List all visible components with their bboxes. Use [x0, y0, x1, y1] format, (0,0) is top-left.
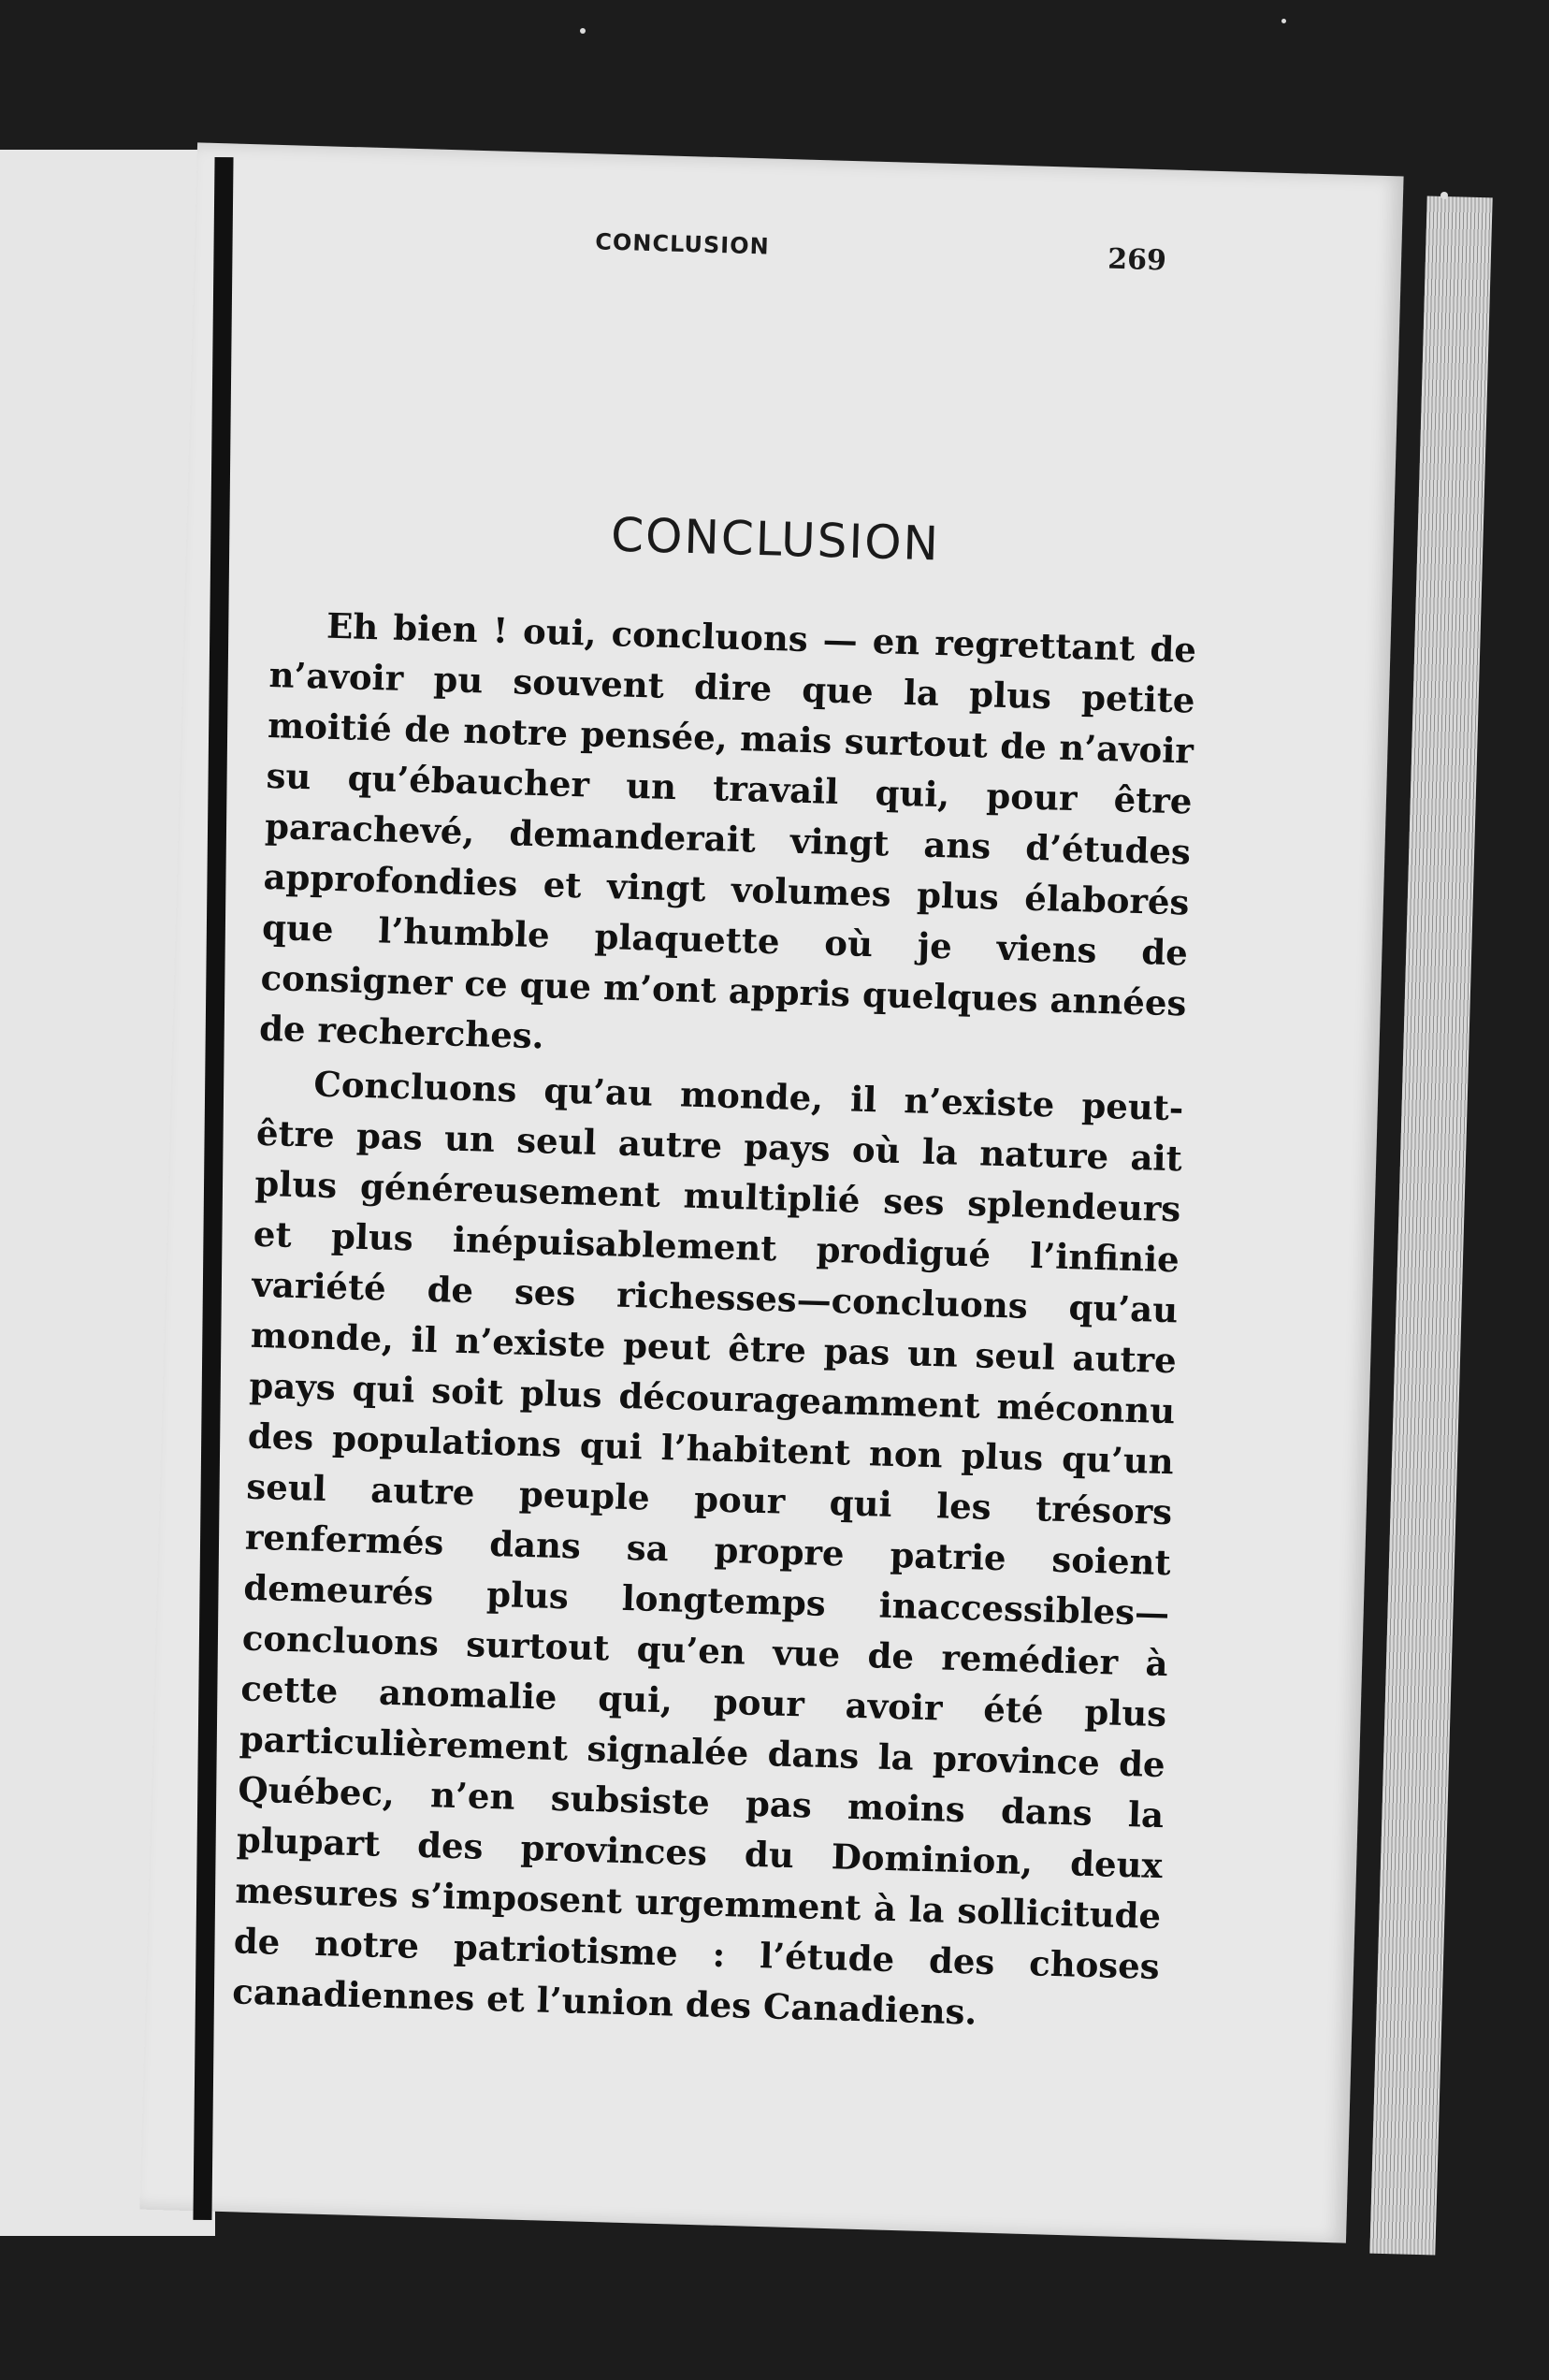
- paragraph: Concluons qu’au monde, il n’existe peut-être pas un seul autre pays où la nature ait plus généreusement multiplié ses splendeurs et plus inépuisablement prodigué l’infinie variété de ses richesses—concluons qu’au monde, il n’existe peut être pas un seul autre pays qui soit plus décourageamment méconnu des populations qui l’habitent non plus qu’un seul autre peuple pour qui les trésors renfermés dans sa propre patrie soient demeurés plus longtemps inaccessibles—concluons surtout qu’en vue de remédier à cette anomalie qui, pour avoir été plus particulièrement signalée dans la province de Québec, n’en subsiste pas moins dans la plupart des provinces du Dominion, deux mesures s’imposent urgemment à la sollicitude de notre patriotisme : l’étude des choses canadiennes et l’union des Canadiens.: [231, 1063, 1184, 2033]
- page-number: 269: [1107, 242, 1167, 278]
- chapter-title: CONCLUSION: [610, 507, 941, 572]
- body-text: [232, 599, 1197, 2042]
- dust-speck: [580, 28, 586, 34]
- running-title: CONCLUSION: [594, 228, 771, 260]
- dust-speck: [1440, 192, 1448, 199]
- dust-speck: [1281, 19, 1286, 23]
- paragraph: Eh bien ! oui, concluons — en regrettant de n’avoir pu souvent dire que la plus petite moitié de notre pensée, mais surtout de n’avoir su qu’ébaucher un travail qui, pour être parachevé, demanderait vingt ans d’études approfondies et vingt volumes plus élaborés que l’humble plaquette où je viens de consigner ce que m’ont appris quelques années de recherches.: [258, 604, 1197, 1057]
